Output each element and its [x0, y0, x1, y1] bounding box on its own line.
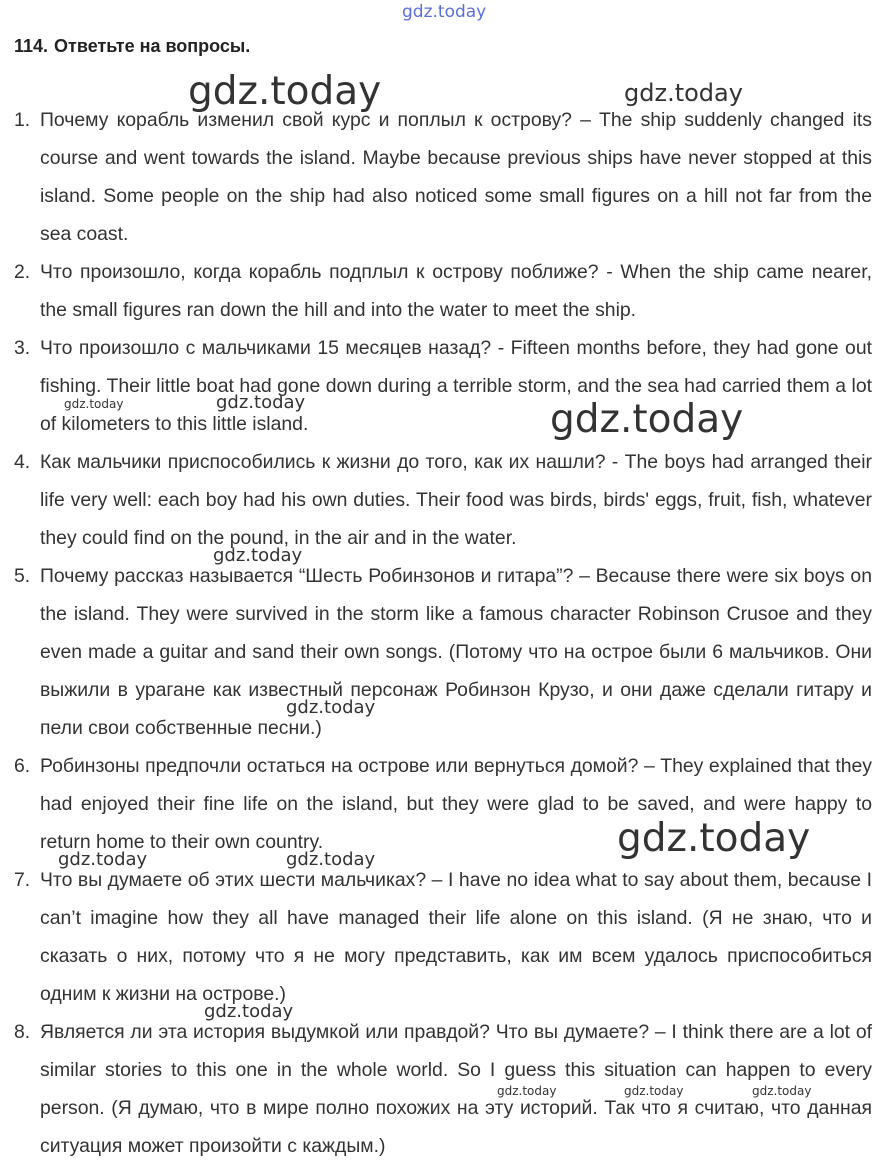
- answer-number: 5.: [14, 565, 31, 587]
- answer-number: 8.: [14, 1021, 31, 1043]
- answer-item-8: [14, 1013, 872, 1165]
- watermark: gdz.today: [286, 849, 376, 870]
- answer-number: 6.: [14, 755, 31, 777]
- answer-text: Робинзоны предпочли остаться на острове или вернуться домой? – They explained that they had enjoyed their fine life on the island, but they were glad to be saved, and were happy to return home to their own country.: [40, 755, 872, 853]
- answer-text: Что произошло с мальчиками 15 месяцев назад? - Fifteen months before, they had gone out fishing. Their little boat had gone down during a terrible storm, and the sea had carried them a lot of kilometers to this little island.: [40, 337, 872, 435]
- watermark: gdz.today: [216, 392, 306, 413]
- watermark: gdz.today: [286, 697, 376, 718]
- exercise-number: 114.: [14, 36, 49, 56]
- answer-number: 3.: [14, 337, 31, 359]
- answer-text: Что вы думаете об этих шести мальчиках? – I have no idea what to say about them, because I can’t imagine how they all have managed their life alone on this island. (Я не знаю, что и сказать о них, потому что я не могу представить, как им всем удалось приспособиться одним к жизни на острове.): [40, 869, 872, 1005]
- answer-item-5: [14, 557, 872, 747]
- answer-item-2: [14, 253, 872, 329]
- watermark: gdz.today: [58, 849, 148, 870]
- answer-text: Как мальчики приспособились к жизни до того, как их нашли? - The boys had arranged their life very well: each boy had his own duties. Their food was birds, birds' eggs, fruit, fish, whatever they could find on the pound, in the air and in the water.: [40, 451, 872, 549]
- answer-number: 7.: [14, 869, 31, 891]
- answers-list: [14, 101, 872, 1165]
- watermark: gdz.today: [204, 1001, 294, 1022]
- answer-item-3: [14, 329, 872, 443]
- answer-text: Что произошло, когда корабль подплыл к острову поближе? - When the ship came nearer, the small figures ran down the hill and into the water to meet the ship.: [40, 261, 872, 321]
- watermark: gdz.today: [617, 816, 811, 861]
- exercise-title: Ответьте на вопросы.: [54, 36, 251, 56]
- answer-number: 2.: [14, 261, 31, 283]
- watermark: gdz.today: [550, 397, 744, 442]
- answer-item-1: [14, 101, 872, 253]
- watermark: gdz.today: [497, 1084, 557, 1098]
- answer-text: Почему корабль изменил свой курс и поплыл к острову? – The ship suddenly changed its course and went towards the island. Maybe because previous ships have never stopped at this island. Some people on the ship had also noticed some small figures on a hill not far from the sea coast.: [40, 109, 872, 245]
- answer-item-4: [14, 443, 872, 557]
- watermark: gdz.today: [624, 79, 743, 107]
- header-watermark: gdz.today: [402, 2, 487, 22]
- answer-number: 4.: [14, 451, 31, 473]
- watermark: gdz.today: [624, 1084, 684, 1098]
- watermark: gdz.today: [213, 545, 303, 566]
- answer-number: 1.: [14, 109, 31, 131]
- watermark: gdz.today: [188, 69, 382, 114]
- watermark: gdz.today: [752, 1084, 812, 1098]
- answer-item-7: [14, 861, 872, 1013]
- answer-text: Почему рассказ называется “Шесть Робинзонов и гитара”? – Because there were six boys on the island. They were survived in the storm like a famous character Robinson Crusoe and they even made a guitar and sand their own songs. (Потому что на острое были 6 мальчиков. Они выжили в урагане как известный персонаж Робинзон Крузо, и они даже сделали гитару и пели свои собственные песни.): [40, 565, 872, 739]
- answer-text: Является ли эта история выдумкой или правдой? Что вы думаете? – I think there are a lot of similar stories to this one in the whole world. So I guess this situation can happen to every person. (Я думаю, что в мире полно похожих на эту историй. Так что я считаю, что данная ситуация может произойти с каждым.): [40, 1021, 872, 1157]
- exercise-heading: [14, 36, 250, 57]
- watermark: gdz.today: [64, 397, 124, 411]
